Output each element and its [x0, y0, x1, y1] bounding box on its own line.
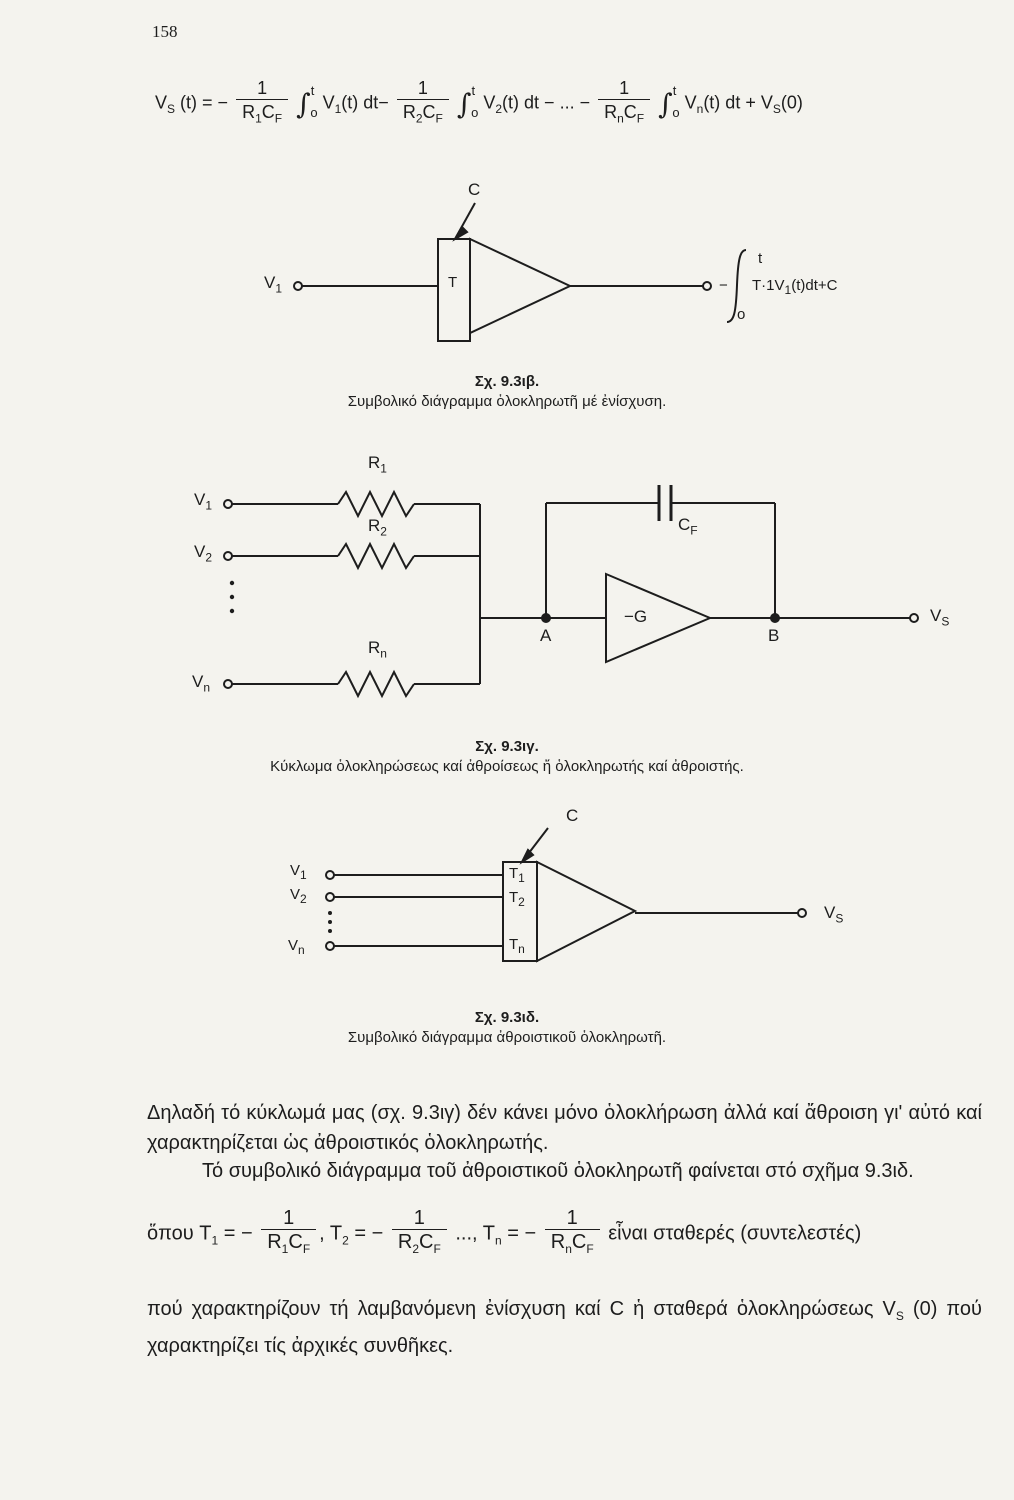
fig-c-output-label: $V_S$: [930, 606, 950, 629]
figure-9-3id-summing-integrator-symbol: [326, 828, 806, 961]
fig-d-caption: [0, 1008, 1014, 1048]
summing-integrator-equation: $V_S$ (t) = − $\frac{1}{R_1C_F}$ ∫$^t_o$ $V_1(t)$ dt− $\frac{1}{R_2C_F}$ ∫$^t_o$ $V_2(t)$ dt − ... − $\frac{1}{R_nC_F}$ ∫$^t_o$ $V_n(t)$ dt + $V_S(0)$: [155, 78, 803, 126]
fig-c-caption-text: Κύκλωμα ὁλοκληρώσεως καί ἀθροίσεως ἤ ὁλοκληρωτής καί ἀθροιστής.: [270, 758, 744, 775]
fig-c-input-2: $V_2$: [194, 542, 213, 565]
fig-c-caption: [0, 737, 1014, 777]
fig-b-constant-label: C: [468, 180, 481, 199]
fig-c-caption-number: Σχ. 9.3ιγ.: [475, 738, 539, 755]
fig-c-input-n: $V_n$: [192, 672, 211, 695]
fig-d-block-t1: $T_1$: [509, 865, 525, 885]
fig-c-node-a: A: [540, 626, 552, 645]
fig-b-caption: [0, 372, 1014, 412]
fig-b-int-lower: o: [737, 306, 746, 323]
fig-d-input-1: $V_1$: [290, 862, 307, 882]
fig-b-output-expression: $T\cdot 1V_1(t)dt+C$: [752, 277, 838, 297]
paragraph-3: πού χαρακτηρίζουν τή λαμβανόμενη ἐνίσχυση καί C ἡ σταθερά ὁλοκληρώσεως $V_S$ (0) πού χαρακτηρίζει τίς ἀρχικές συνθῆκες.: [147, 1298, 982, 1357]
fig-c-resistor-1: $R_1$: [368, 453, 387, 476]
paragraph-1: Δηλαδή τό κύκλωμά μας (σχ. 9.3ιγ) δέν κάνει μόνο ὁλοκλήρωση ἀλλά καί ἄθροιση γι' αὐτό καί χαρακτηρίζεται ὡς ἀθροιστικός ὁλοκληρωτής.: [147, 1102, 982, 1154]
fig-d-output-label: $V_S$: [824, 903, 844, 926]
fig-c-node-b: B: [768, 626, 780, 645]
fig-c-capacitor-label: $C_F$: [678, 515, 698, 538]
fig-d-caption-number: Σχ. 9.3ιδ.: [474, 1009, 540, 1026]
figure-9-3ib-integrator-symbol: [294, 203, 746, 341]
fig-b-output-prefix: −: [719, 277, 728, 294]
fig-d-caption-text: Συμβολικό διάγραμμα ἀθροιστικοῦ ὁλοκληρωτῆ.: [347, 1029, 667, 1046]
fig-d-block-tn: $T_n$: [509, 936, 525, 956]
paragraph-2: Τό συμβολικό διάγραμμα τοῦ ἀθροιστικοῦ ὁλοκληρωτῆ φαίνεται στό σχῆμα 9.3ιδ.: [202, 1160, 914, 1182]
fig-b-input-label: $V_1$: [264, 273, 283, 296]
page-number: 158: [152, 22, 178, 41]
fig-b-caption-number: Σχ. 9.3ιβ.: [474, 373, 540, 390]
fig-d-input-2: $V_2$: [290, 886, 307, 906]
figure-9-3ig-summing-integrator-circuit: [224, 485, 918, 696]
coefficients-equation: ὅπου $T_1$ = − $\frac{1}{R_1C_F}$ , $T_2$ = − $\frac{1}{R_2C_F}$ ..., $T_n$ = − $\frac{1}{R_nC_F}$ εἶναι σταθερές (συντελεστές): [147, 1207, 862, 1256]
fig-b-caption-text: Συμβολικό διάγραμμα ὁλοκληρωτῆ μέ ἐνίσχυση.: [347, 393, 667, 410]
fig-c-resistor-2: $R_2$: [368, 516, 387, 539]
fig-b-int-upper: t: [758, 250, 763, 267]
fig-c-input-1: $V_1$: [194, 490, 213, 513]
fig-c-amplifier-label: −G: [624, 607, 648, 626]
fig-c-resistor-n: $R_n$: [368, 638, 387, 661]
fig-d-constant-label: C: [566, 806, 579, 825]
fig-b-block-label: T: [448, 274, 458, 291]
fig-d-input-n: $V_n$: [288, 937, 305, 957]
fig-d-block-t2: $T_2$: [509, 889, 525, 909]
